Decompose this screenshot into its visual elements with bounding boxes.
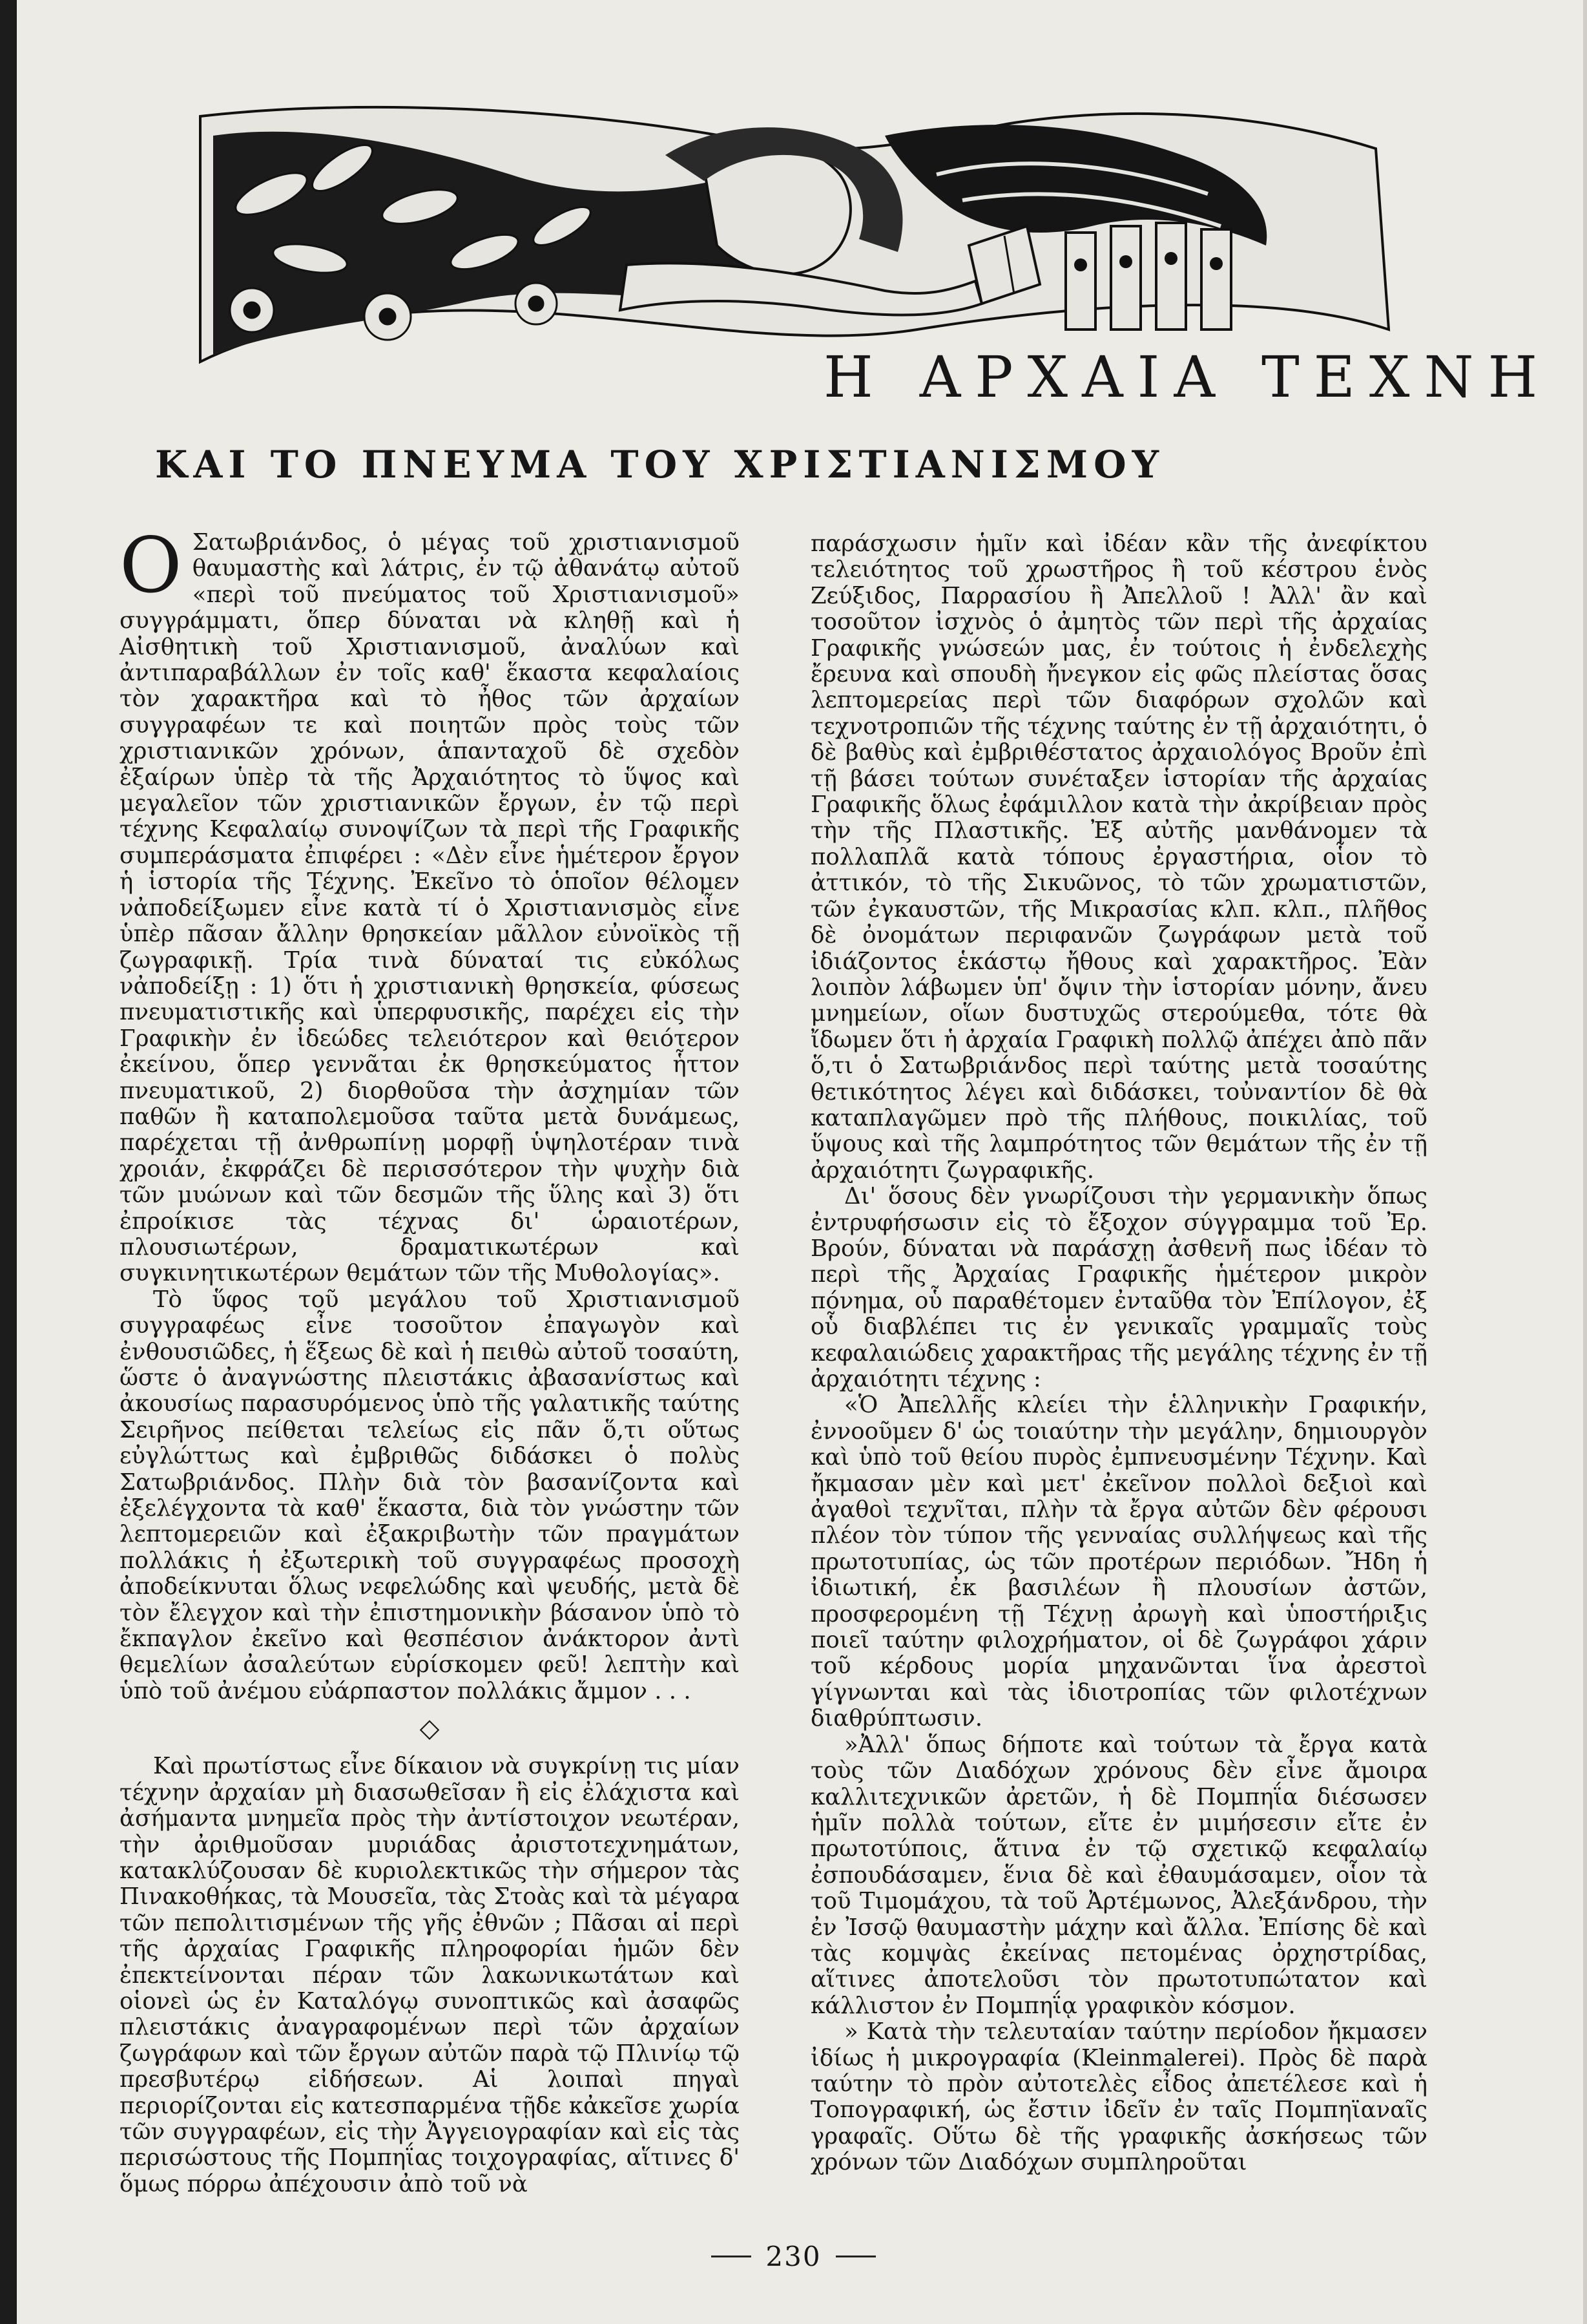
left-paragraph-1 bbox=[119, 521, 740, 1287]
right-paragraph-5: » Κατὰ τὴν τελευταίαν ταύτην περίοδον ἤκμασεν ἰδίως ἡ μικρογραφία (Kleinmalerei). Πρὸς δὲ παρὰ ταύτην τὸ πρὸν αὐτοτελὲς εἶδος ἀπετέλεσε καὶ ἡ Τοπογραφική, ὡς ἔστιν ἰδεῖν ἐν ταῖς Πομπηϊαναῖς γραφαῖς. Οὕτω δὲ τῆς γραφικῆς ἀσκήσεως τῶν χρόνων τῶν Διαδόχων συμπληροῦται bbox=[811, 2018, 1427, 2176]
section-separator-ornament bbox=[119, 1708, 740, 1748]
left-paragraph-3: Καὶ πρωτίστως εἶνε δίκαιον νὰ συγκρίνῃ τις μίαν τέχνην ἀρχαίαν μὴ διασωθεῖσαν ἢ εἰς ἐλάχιστα καὶ ἀσήμαντα μνημεῖα πρὸς τὴν ἀντίστοιχον νεωτέραν, τὴν ἀριθμοῦσαν μυριάδας ἀριστοτεχνημάτων, κατακλύζουσαν δὲ κυριολεκτικῶς τὴν σήμερον τὰς Πινακοθήκας, τὰ Μουσεῖα, τὰς Στοὰς καὶ τὰ μέγαρα τῶν πεπολιτισμένων τῆς γῆς ἐθνῶν ; Πᾶσαι αἱ περὶ τῆς ἀρχαίας Γραφικῆς πληροφορίαι ἡμῶν δὲν ἐπεκτείνονται πέραν τῶν λακωνικωτάτων καὶ οἱονεὶ ὡς ἐν Καταλόγῳ συνοπτικῶς καὶ ἀσαφῶς πλειστάκις ἀναγραφομένων περὶ τῶν ἀρχαίων ζωγράφων καὶ τῶν ἔργων αὐτῶν παρὰ τῷ Πλινίῳ τῷ πρεσβυτέρῳ εἰδήσεων. Αἱ λοιπαὶ πηγαὶ περιορίζονται εἰς κατεσπαρμένα τῇδε κἀκεῖσε χωρία τῶν συγγραφέων, εἰς τὴν Ἀγγειογραφίαν καὶ εἰς τὰς περισώστους τῆς Πομπηΐας τοιχογραφίας, αἵτινες δ' ὅμως πόρρω ἀπέχουσιν ἀπὸ τοῦ νὰ bbox=[119, 1753, 740, 2197]
separator-glyph: ◇ bbox=[419, 1713, 440, 1744]
article-title: Η ΑΡΧΑΙΑ ΤΕΧΝΗ bbox=[824, 344, 1552, 410]
right-paragraph-3: «Ὁ Ἀπελλῆς κλείει τὴν ἑλληνικὴν Γραφικήν, ἐννοοῦμεν δ' ὡς τοιαύτην τὴν μεγάλην, δημιουργὸν καὶ ὑπὸ τοῦ θείου πυρὸς ἐμπνευσμένην Τέχνην. Καὶ ἤκμασαν μὲν καὶ μετ' ἐκεῖνον πολλοὶ δεξιοὶ καὶ ἀγαθοὶ τεχνῖται, πλὴν τὰ ἔργα αὐτῶν δὲν φέρουσι πλέον τὸν τύπον τῆς γενναίας συλλήψεως καὶ τῆς πρωτοτυπίας, ὡς τῶν προτέρων περιόδων. Ἤδη ἡ ἰδιωτική, ἐκ βασιλέων ἢ πλουσίων ἀστῶν, προσφερομένη τῇ Τέχνῃ ἀρωγὴ καὶ ὑποστήριξις ποιεῖ ταύτην φιλοχρήματον, οἱ δὲ ζωγράφοι χάριν τοῦ κέρδους μορία μηχανῶνται ἵνα ἀρεστοὶ γίγνωνται καὶ τὰς ἰδιοτροπίας τῶν φιλοτέχνων διαθρύπτωσιν. bbox=[811, 1392, 1427, 1732]
article-subtitle: ΚΑΙ ΤΟ ΠΝΕΥΜΑ ΤΟΥ ΧΡΙΣΤΙΑΝΙΣΜΟΥ bbox=[155, 443, 1165, 487]
right-column bbox=[811, 531, 1427, 2176]
page-number-footer bbox=[0, 2232, 1587, 2272]
scan-binding-edge bbox=[0, 0, 17, 2324]
page-number: 230 bbox=[765, 2241, 822, 2272]
page-number-dash-right bbox=[836, 2256, 876, 2257]
left-paragraph-1-text: Σατωβριάνδος, ὁ μέγας τοῦ χριστιανισμοῦ θαυμαστὴς καὶ λάτρις, ἐν τῷ ἀθανάτῳ αὐτοῦ «περὶ τοῦ πνεύματος τοῦ Χριστιανισμοῦ» συγγράμματι, ὅπερ δύναται νὰ κληθῇ καὶ ἡ Αἰσθητικὴ τοῦ Χριστιανισμοῦ, ἀναλύων καὶ ἀντιπαραβάλλων ἐν τοῖς καθ' ἕκαστα κεφαλαίοις τὸν χαρακτῆρα καὶ τὸ ἦθος τῶν ἀρχαίων συγγραφέων τε καὶ ποιητῶν πρὸς τοὺς τῶν χριστιανικῶν χρόνων, ἁπανταχοῦ δὲ σχεδὸν ἐξαίρων ὑπὲρ τὰ τῆς Ἀρχαιότητος τὸ ὕψος καὶ μεγαλεῖον τῶν χριστιανικῶν ἔργων, ἐν τῷ περὶ τέχνης Κεφαλαίῳ συνοψίζων τὰ περὶ τῆς Γραφικῆς συμπεράσματα ἐπιφέρει : «Δὲν εἶνε ἡμέτερον ἔργον ἡ ἱστορία τῆς Τέχνης. Ἐκεῖνο τὸ ὁποῖον θέλομεν νἀποδείξωμεν εἶνε κατὰ τί ὁ Χριστιανισμὸς εἶνε ὑπὲρ πᾶσαν ἄλλην θρησκείαν μᾶλλον εὐνοϊκὸς τῇ ζωγραφικῇ. Τρία τινὰ δύναταί τις εὐκόλως νἀποδείξῃ : 1) ὅτι ἡ χριστιανικὴ θρησκεία, φύσεως πνευματιστικῆς καὶ ὑπερφυσικῆς, παρέχει εἰς τὴν Γραφικὴν ἐν ἰδεώδες τελειότερον καὶ θειότερον ἐκείνου, ὅπερ γεννᾶται ἐκ θρησκεύματος ἧττον πνευματικοῦ, 2) διορθοῦσα τὴν ἀσχημίαν τῶν παθῶν ἢ καταπολεμοῦσα ταῦτα μετὰ δυνάμεως, παρέχεται τῇ ἀνθρωπίνῃ μορφῇ ὑψηλοτέραν τινὰ χροιάν, ἐκφράζει δὲ περισσότερον τὴν ψυχὴν διὰ τῶν μυώνων καὶ τῶν δεσμῶν τῆς ὕλης καὶ 3) ὅτι ἐπροίκισε τὰς τέχνας δι' ὡραιοτέρων, πλουσιωτέρων, δραματικωτέρων καὶ συγκινητικωτέρων θεμάτων τῶν τῆς Μυθολογίας». bbox=[119, 529, 740, 1287]
scan-right-edge bbox=[1583, 0, 1587, 2324]
right-paragraph-1: παράσχωσιν ἡμῖν καὶ ἰδέαν κἂν τῆς ἀνεφίκτου τελειότητος τοῦ χρωστῆρος ἢ τοῦ κέστρου ἑνὸς Ζεύξιδος, Παρρασίου ἢ Ἀπελλοῦ ! Ἀλλ' ἂν καὶ τοσοῦτον ἰσχνὸς ὁ ἀμητὸς τῶν περὶ τῆς ἀρχαίας Γραφικῆς γνώσεών μας, ἐν τούτοις ἡ ἐνδελεχὴς ἔρευνα καὶ σπουδὴ ἤνεγκον εἰς φῶς πλείστας ὅσας λεπτομερείας περὶ τῶν διαφόρων σχολῶν καὶ τεχνοτροπιῶν τῆς τέχνης ταύτης ἐν τῇ ἀρχαιότητι, ὁ δὲ βαθὺς καὶ ἐμβριθέστατος ἀρχαιολόγος Βροῦν ἐπὶ τῇ βάσει τούτων συνέταξεν ἱστορίαν τῆς ἀρχαίας Γραφικῆς ὅλως ἐφάμιλλον κατὰ τὴν ἀκρίβειαν πρὸς τὴν τῆς Πλαστικῆς. Ἐξ αὐτῆς μανθάνομεν τὰ πολλαπλᾶ κατὰ τόπους ἐργαστήρια, οἷον τὸ ἀττικόν, τὸ τῆς Σικυῶνος, τὸ τῶν χρωματιστῶν, τῶν ἐγκαυστῶν, τῆς Μικρασίας κλπ. κλπ., πλῆθος δὲ ὀνομάτων περιφανῶν ζωγράφων μετὰ τοῦ ἰδιάζοντος ἑκάστῳ ἤθους καὶ χαρακτῆρος. Ἐὰν λοιπὸν λάβωμεν ὑπ' ὄψιν τὴν ἱστορίαν μόνην, ἄνευ μνημείων, οἵων δυστυχῶς στερούμεθα, τότε θὰ ἴδωμεν ὅτι ἡ ἀρχαία Γραφικὴ πολλῷ ἀπέχει ἀπὸ πᾶν ὅ,τι ὁ Σατωβριάνδος περὶ ταύτης μετὰ τοσαύτης θετικότητος λέγει καὶ διδάσκει, τοὐναντίον δὲ θὰ καταπλαγῶμεν πρὸ τῆς πλήθους, ποικιλίας, τοῦ ὕψους καὶ τῆς λαμπρότητος τῶν θεμάτων τῆς ἐν τῇ ἀρχαιότητι ζωγραφικῆς. bbox=[811, 530, 1427, 1184]
right-paragraph-4: »Ἀλλ' ὅπως δήποτε καὶ τούτων τὰ ἔργα κατὰ τοὺς τῶν Διαδόχων χρόνους δὲν εἶνε ἄμοιρα καλλιτεχνικῶν ἀρετῶν, ἡ δὲ Πομπηΐα διέσωσεν ἡμῖν πολλὰ τούτων, εἴτε ἐν μιμήσεσιν εἴτε ἐν πρωτοτύποις, ἅτινα ἐν τῷ σχετικῷ κεφαλαίῳ ἐσπουδάσαμεν, ἕνια δὲ καὶ ἐθαυμάσαμεν, οἷον τὰ τοῦ Τιμομάχου, τὰ τοῦ Ἀρτέμωνος, Ἀλεξάνδρου, τὴν ἐν Ἰσσῷ θαυμαστὴν μάχην καὶ ἄλλα. Ἐπίσης δὲ καὶ τὰς κομψὰς ἐκείνας πετομένας ὀρχηστρίδας, αἵτινες ἀποτελοῦσι τὸν πρωτοτυπώτατον καὶ κάλλιστον ἐν Πομπηΐᾳ γραφικὸν κόσμον. bbox=[811, 1731, 1427, 2019]
left-paragraph-2: Τὸ ὕφος τοῦ μεγάλου τοῦ Χριστιανισμοῦ συγγραφέως εἶνε τοσοῦτον ἐπαγωγὸν καὶ ἐνθουσιῶδες, ἡ ἕξεως δὲ καὶ ἡ πειθὼ αὐτοῦ τοσαύτη, ὥστε ὁ ἀναγνώστης πλειστάκις ἀβασανίστως καὶ ἀκουσίως παρασυρόμενος ὑπὸ τῆς γαλατικῆς ταύτης Σειρῆνος πείθεται τελείως εἰς πᾶν ὅ,τι οὕτως εὐγλώττως καὶ ἐμβριθῶς διδάσκει ὁ πολὺς Σατωβριάνδος. Πλὴν διὰ τὸν βασανίζοντα καὶ ἐξελέγχοντα τὰ καθ' ἕκαστα, διὰ τὸν γνώστην τῶν λεπτομερειῶν καὶ ἐξακριβωτὴν τῶν πραγμάτων πολλάκις ἡ ἐξωτερικὴ τοῦ συγγραφέως προσοχὴ ἀποδείκνυται ὅλως νεφελώδης καὶ ψευδής, μετὰ δὲ τὸν ἔλεγχον καὶ τὴν ἐπιστημονικὴν βάσανον ὑπὸ τὸ ἔκπαγλον ἐκεῖνο καὶ θεσπέσιον ἀνάκτορον ἀντὶ θεμελίων ἀσαλεύτων εὑρίσκομεν φεῦ! λεπτὴν καὶ ὑπὸ τοῦ ἀνέμου εὐάρπαστον πολλάκις ἄμμον . . . bbox=[119, 1286, 740, 1704]
left-column bbox=[119, 521, 740, 2197]
page-number-dash-left bbox=[711, 2256, 751, 2257]
right-paragraph-2: Δι' ὅσους δὲν γνωρίζουσι τὴν γερμανικὴν ὅπως ἐντρυφήσωσιν εἰς τὸ ἔξοχον σύγγραμμα τοῦ Ἐρ. Βρούν, δύναται νὰ παράσχῃ ἀσθενῆ πως ἰδέαν τὸ περὶ τῆς Ἀρχαίας Γραφικῆς ἡμέτερον μικρὸν πόνημα, οὗ παραθέτομεν ἐνταῦθα τὸν Ἐπίλογον, ἐξ οὗ διαβλέπει τις ἐν γενικαῖς γραμμαῖς τοὺς κεφαλαιώδεις χαρακτῆρας τῆς μεγάλης τέχνης ἐν τῇ ἀρχαιότητι τέχνης : bbox=[811, 1183, 1427, 1392]
drop-cap: Ο bbox=[119, 521, 182, 610]
art-nouveau-banner-illustration bbox=[174, 97, 1434, 368]
